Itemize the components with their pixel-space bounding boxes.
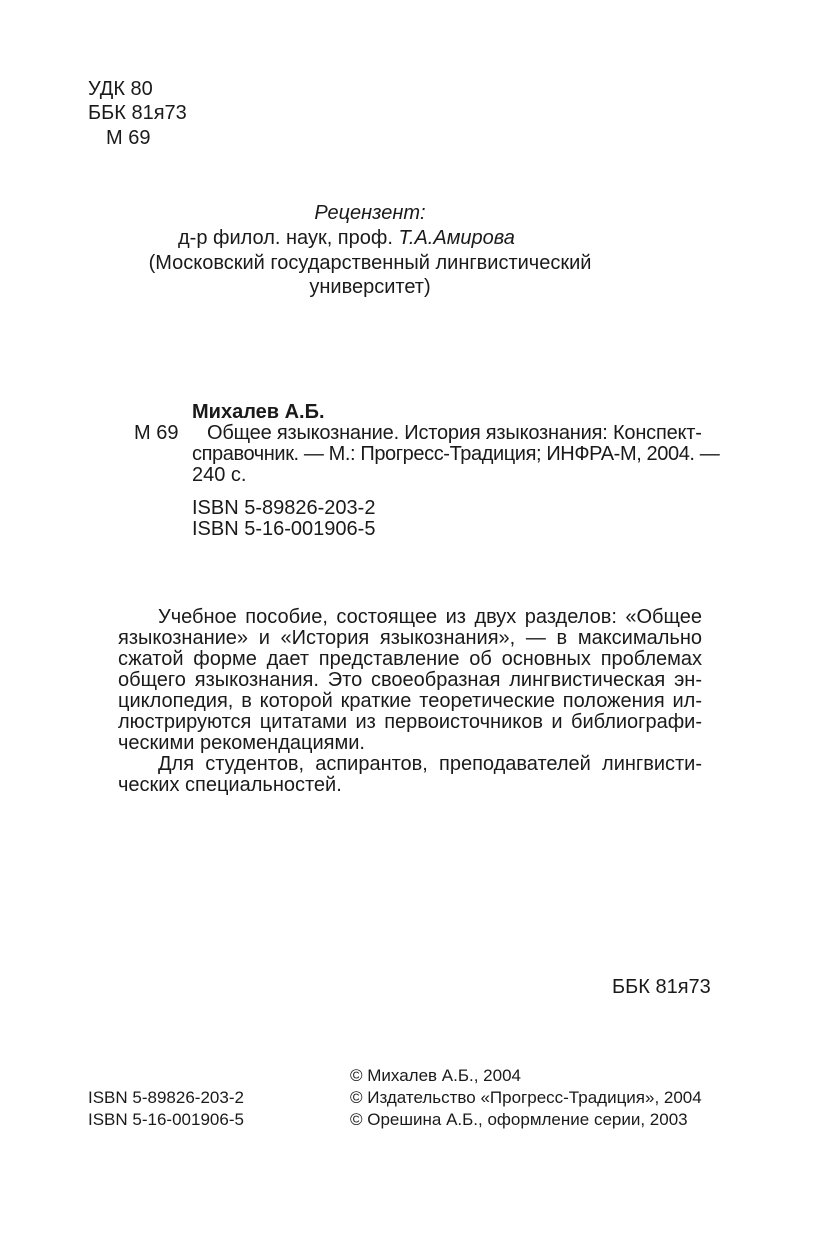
- catalog-author: Михалев А.Б.: [192, 401, 325, 423]
- annotation-line: люстрируются цитатами из первоисточников и библиографи-: [118, 711, 702, 733]
- catalog-isbn-2: ISBN 5-16-001906-5: [192, 518, 376, 540]
- annotation-line: ческими рекомендациями.: [118, 732, 365, 754]
- annotation: [118, 607, 702, 796]
- annotation-line: Учебное пособие, состоящее из двух разделов: «Общее: [158, 606, 702, 628]
- annotation-line: сжатой форме дает представление об основных проблемах: [118, 648, 702, 670]
- catalog-line-3: 240 с.: [192, 464, 247, 486]
- bbk-code: ББК 81я73: [88, 102, 187, 124]
- footer-isbn-2: ISBN 5-16-001906-5: [88, 1110, 244, 1129]
- annotation-line: ческих специальностей.: [118, 774, 342, 796]
- udk-code: УДК 80: [88, 78, 153, 100]
- catalog-line-2: справочник. — М.: Прогресс-Традиция; ИНФРА-М, 2004. —: [192, 443, 720, 465]
- reviewer-credentials: д-р филол. наук, проф.: [178, 227, 393, 249]
- reviewer-heading: Рецензент:: [314, 202, 426, 224]
- copyright-author: © Михалев А.Б., 2004: [350, 1066, 522, 1085]
- copyright-design: © Орешина А.Б., оформление серии, 2003: [350, 1110, 688, 1129]
- annotation-line: общего языкознания. Это своеобразная лингвистическая эн-: [118, 669, 702, 691]
- annotation-line: языкознание» и «История языкознания», — в максимально: [118, 627, 702, 649]
- bbk-bottom: ББК 81я73: [612, 976, 711, 998]
- reviewer-affiliation-1: (Московский государственный лингвистический: [148, 252, 592, 274]
- reviewer-affiliation-2: университет): [309, 276, 431, 298]
- author-mark: М 69: [106, 127, 151, 149]
- copyright-publisher: © Издательство «Прогресс-Традиция», 2004: [350, 1088, 702, 1107]
- annotation-line: циклопедия, в которой краткие теоретические положения ил-: [118, 690, 702, 712]
- catalog-isbn-1: ISBN 5-89826-203-2: [192, 497, 376, 519]
- catalog-mark: М 69: [134, 422, 179, 444]
- reviewer-line: [178, 226, 515, 250]
- catalog-line-1: Общее языкознание. История языкознания: Конспект-: [207, 422, 702, 444]
- footer-isbn-1: ISBN 5-89826-203-2: [88, 1088, 244, 1107]
- reviewer-name: Т.А.Амирова: [398, 227, 515, 249]
- annotation-line: Для студентов, аспирантов, преподавателей лингвисти-: [158, 753, 702, 775]
